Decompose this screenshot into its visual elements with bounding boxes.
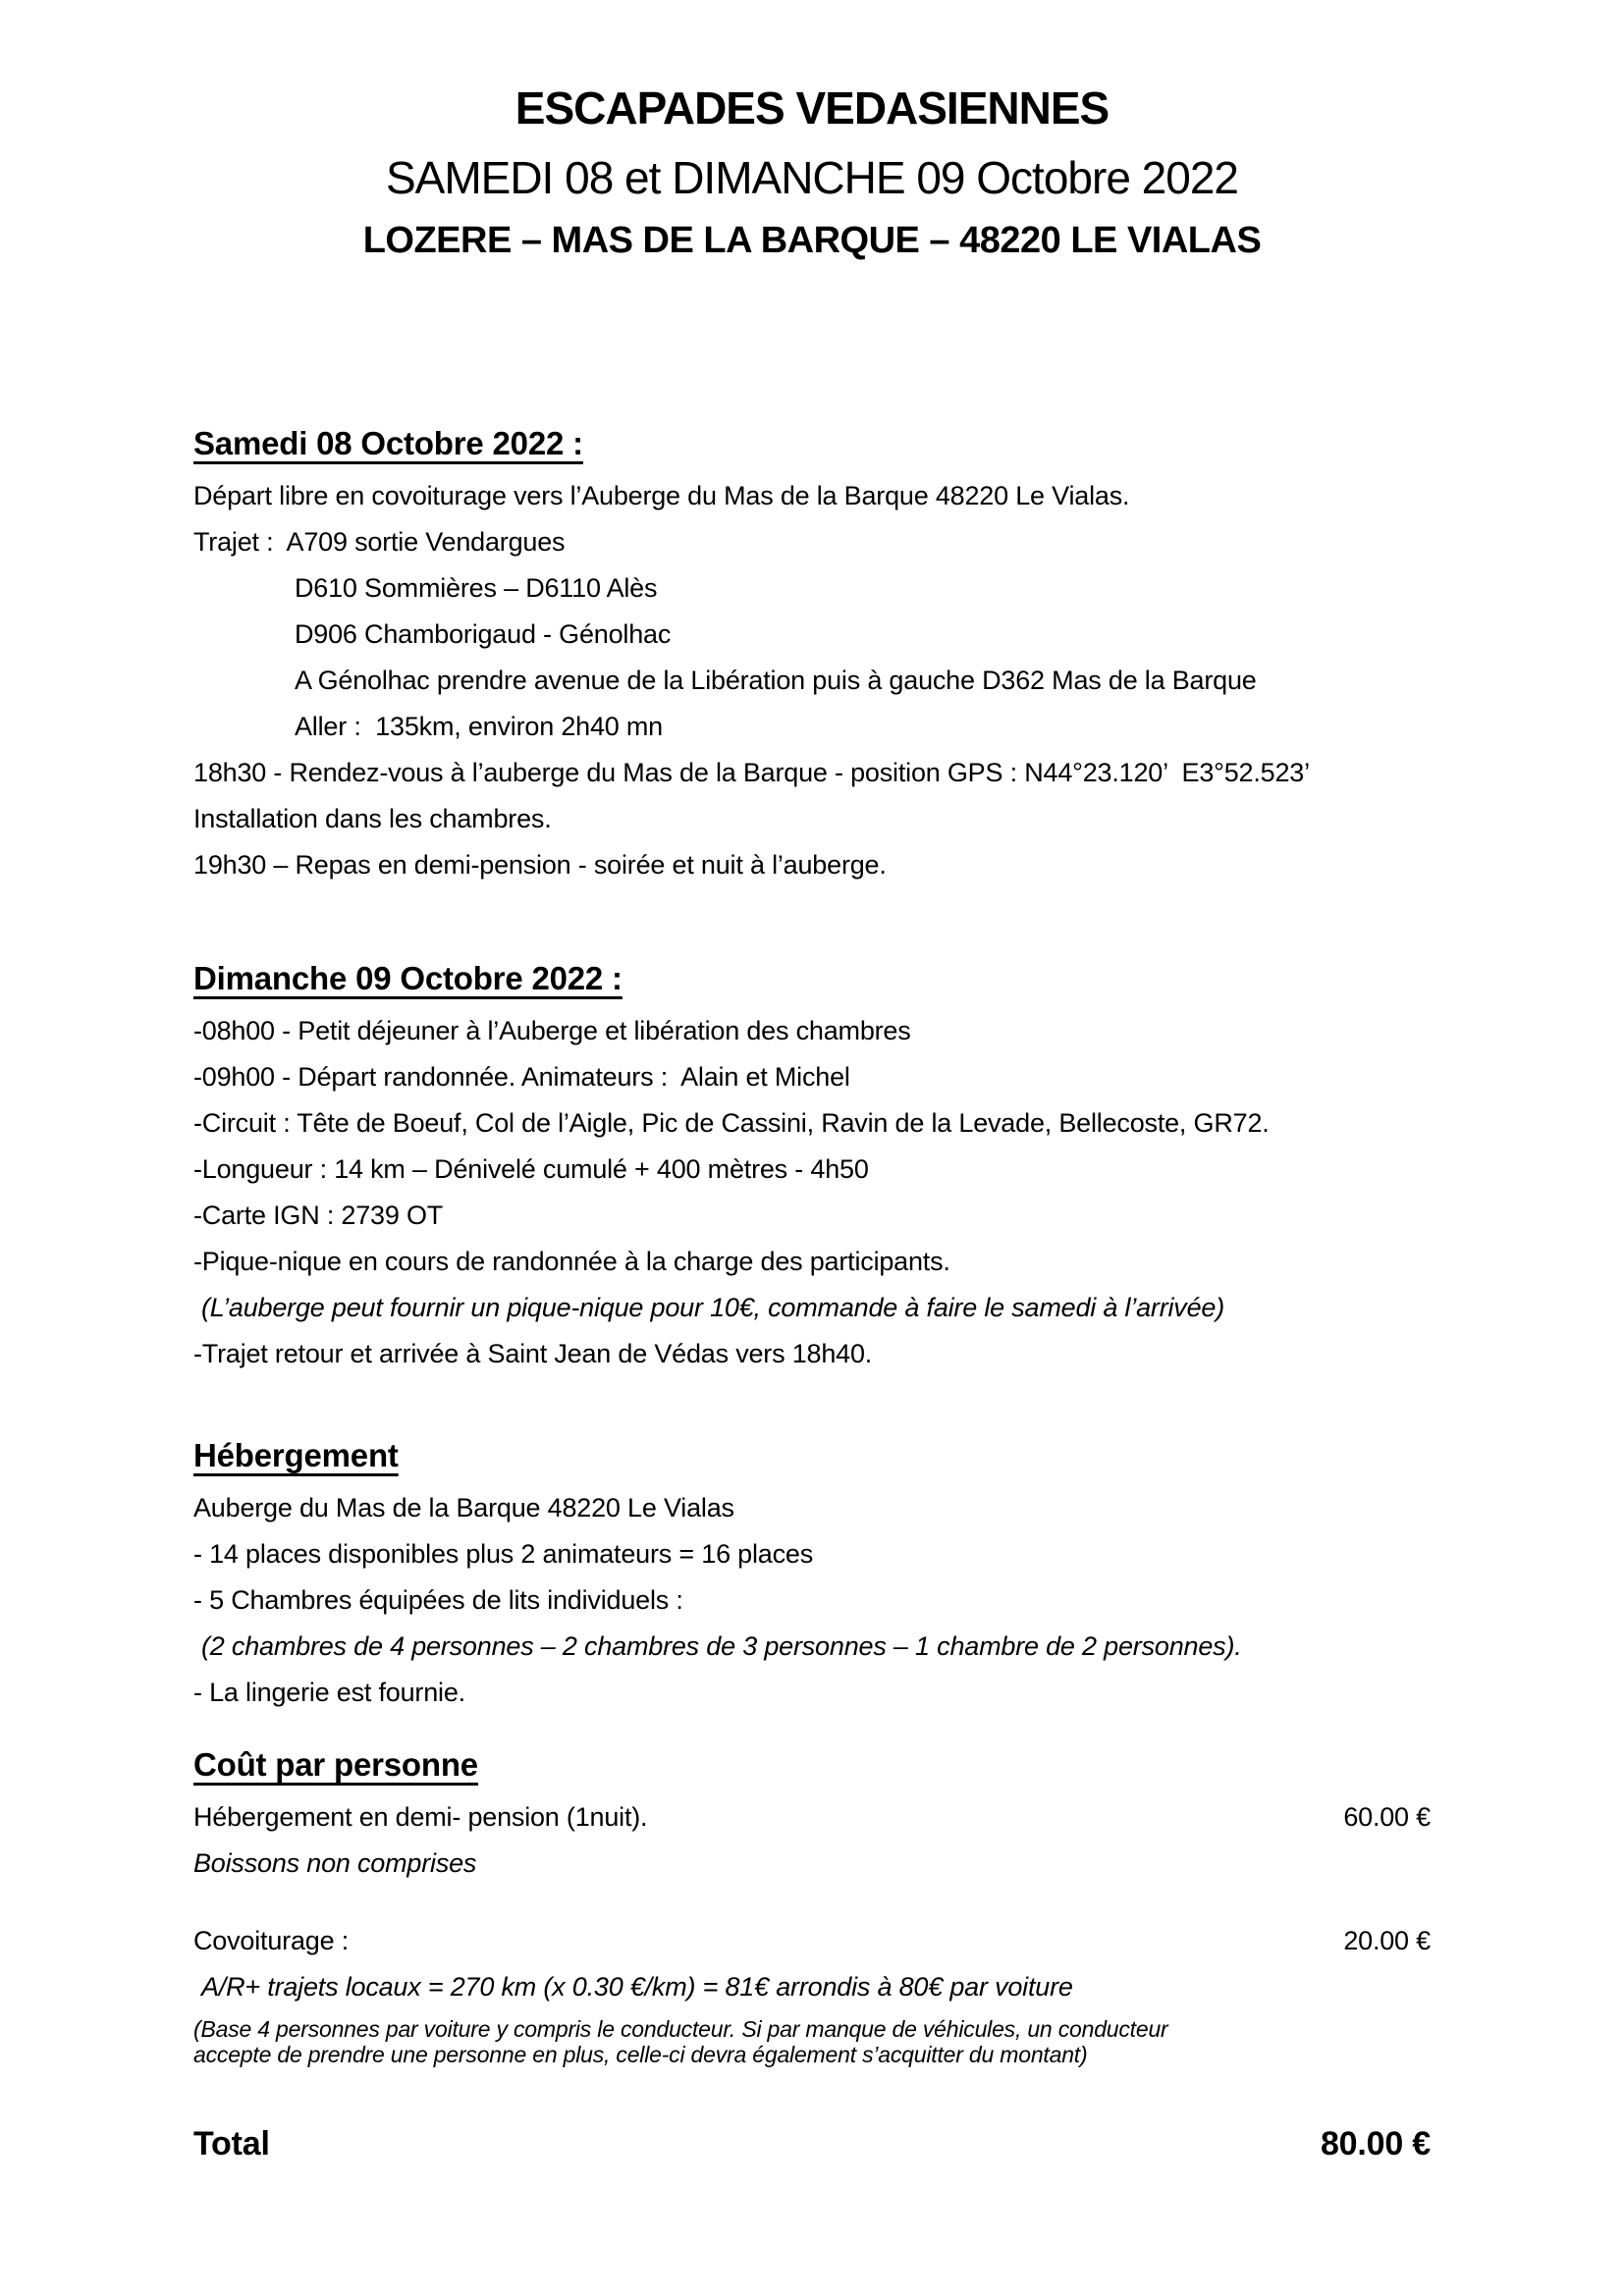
- saturday-line-trajet: Trajet : A709 sortie Vendargues: [193, 527, 566, 558]
- carpool-calc-note: A/R+ trajets locaux = 270 km (x 0.30 €/km) = 81€ arrondis à 80€ par voiture: [201, 1972, 1073, 2002]
- lodging-line-chambres: - 5 Chambres équipées de lits individuels :: [193, 1585, 683, 1616]
- main-title: ESCAPADES VEDASIENNES: [514, 82, 1110, 133]
- sunday-line-retour: -Trajet retour et arrivée à Saint Jean de Védas vers 18h40.: [193, 1339, 873, 1369]
- saturday-line-rendezvous-gps: 18h30 - Rendez-vous à l’auberge du Mas de la Barque - position GPS : N44°23.120’ E3°52.523’: [193, 758, 1310, 788]
- saturday-line-d906: D906 Chamborigaud - Génolhac: [295, 619, 672, 650]
- cost-heading: Coût par personne: [193, 1746, 478, 1784]
- lodging-line-chambres-detail: (2 chambres de 4 personnes – 2 chambres de 3 personnes – 1 chambre de 2 personnes).: [201, 1631, 1242, 1662]
- sunday-line-pique-nique: -Pique-nique en cours de randonnée à la charge des participants.: [193, 1247, 950, 1277]
- sunday-line-depart-rando: -09h00 - Départ randonnée. Animateurs : Alain et Michel: [193, 1062, 850, 1093]
- saturday-line-d610: D610 Sommières – D6110 Alès: [295, 573, 658, 604]
- title-block: [193, 82, 1431, 262]
- carpool-fineprint-line-2: accepte de prendre une personne en plus, celle-ci devra également s’acquitter du montant): [193, 2042, 1088, 2068]
- saturday-line-repas: 19h30 – Repas en demi-pension - soirée et nuit à l’auberge.: [193, 850, 887, 881]
- sunday-line-circuit: -Circuit : Tête de Boeuf, Col de l’Aigle, Pic de Cassini, Ravin de la Levade, Bellecoste, GR72.: [193, 1108, 1270, 1139]
- lodging-line-auberge: Auberge du Mas de la Barque 48220 Le Vialas: [193, 1493, 734, 1523]
- cost-row-lodging: [193, 1794, 1431, 1841]
- sunday-line-pique-nique-note: (L’auberge peut fournir un pique-nique pour 10€, commande à faire le samedi à l’arrivée): [201, 1293, 1225, 1323]
- saturday-line-installation: Installation dans les chambres.: [193, 804, 552, 834]
- cost-note-drinks: Boissons non comprises: [193, 1848, 477, 1879]
- cost-row-carpool-price: 20.00 €: [1343, 1926, 1431, 1956]
- cost-row-carpool-label: Covoiturage :: [193, 1926, 349, 1956]
- cost-row-lodging-label: Hébergement en demi- pension (1nuit).: [193, 1802, 648, 1833]
- lodging-line-places: - 14 places disponibles plus 2 animateurs = 16 places: [193, 1539, 814, 1570]
- saturday-line-depart: Départ libre en covoiturage vers l’Auberge du Mas de la Barque 48220 Le Vialas.: [193, 481, 1130, 511]
- sunday-line-breakfast: -08h00 - Petit déjeuner à l’Auberge et libération des chambres: [193, 1016, 911, 1046]
- section-sunday: [193, 959, 1431, 1377]
- carpool-fineprint-line-1: (Base 4 personnes par voiture y compris le conducteur. Si par manque de véhicules, un conducteur: [193, 2016, 1168, 2043]
- lodging-line-lingerie: - La lingerie est fournie.: [193, 1678, 465, 1708]
- cost-row-lodging-price: 60.00 €: [1343, 1802, 1431, 1833]
- saturday-line-aller: Aller : 135km, environ 2h40 mn: [295, 712, 663, 742]
- total-price: 80.00 €: [1320, 2125, 1431, 2163]
- section-saturday: [193, 424, 1431, 888]
- section-cost: [193, 1745, 1431, 2067]
- total-row: [193, 2124, 1431, 2163]
- saturday-line-genolhac: A Génolhac prendre avenue de la Libération puis à gauche D362 Mas de la Barque: [295, 666, 1257, 696]
- total-label: Total: [193, 2125, 270, 2163]
- sunday-line-carte-ign: -Carte IGN : 2739 OT: [193, 1201, 444, 1231]
- cost-row-carpool: [193, 1918, 1431, 1964]
- saturday-heading: Samedi 08 Octobre 2022 :: [193, 425, 583, 462]
- lodging-heading: Hébergement: [193, 1437, 399, 1474]
- sunday-line-longueur: -Longueur : 14 km – Dénivelé cumulé + 400 mètres - 4h50: [193, 1154, 869, 1185]
- date-subtitle: SAMEDI 08 et DIMANCHE 09 Octobre 2022: [385, 151, 1239, 203]
- location-subtitle: LOZERE – MAS DE LA BARQUE – 48220 LE VIALAS: [362, 219, 1262, 261]
- section-lodging: [193, 1436, 1431, 1716]
- sunday-heading: Dimanche 09 Octobre 2022 :: [193, 960, 623, 997]
